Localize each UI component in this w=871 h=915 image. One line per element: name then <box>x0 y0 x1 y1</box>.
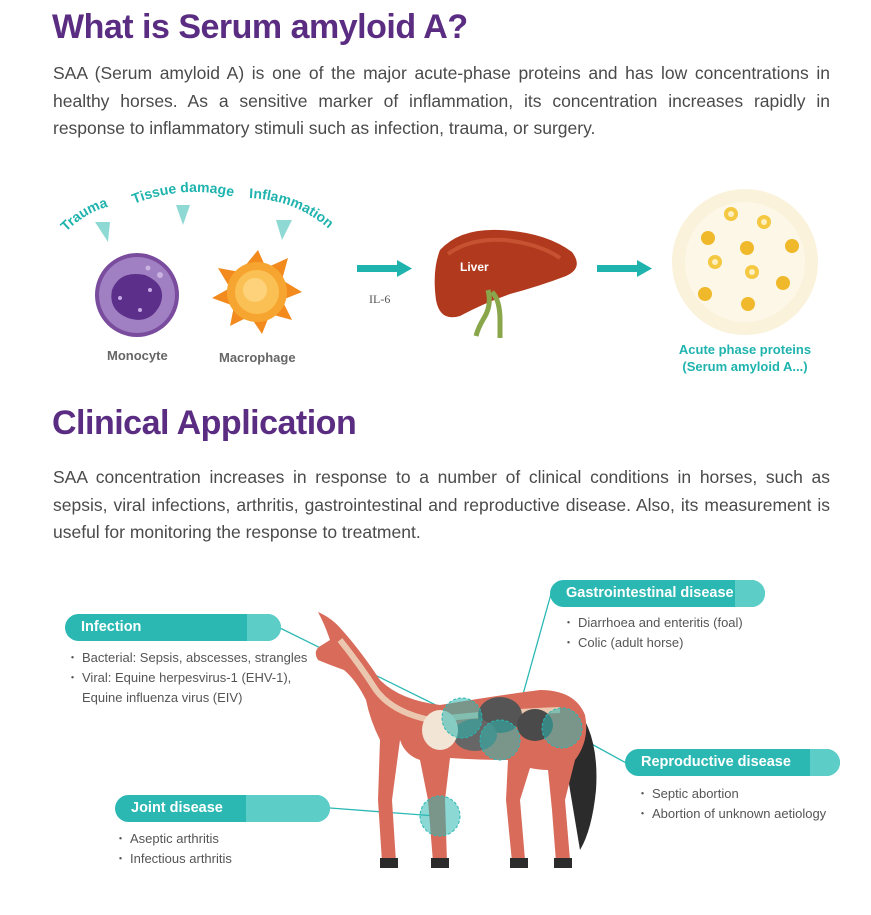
stimulus-pointer-3 <box>276 220 292 240</box>
reproductive-item: ・ Septic abortion <box>640 784 826 804</box>
monocyte-illustration <box>95 253 179 337</box>
joint-pill <box>115 795 330 822</box>
joint-list <box>118 829 232 869</box>
reproductive-list <box>640 784 826 824</box>
joint-title: Joint disease <box>131 800 223 816</box>
infection-item: ・ Viral: Equine herpesvirus-1 (EHV-1), <box>70 668 307 688</box>
section-title-what-is-saa: What is Serum amyloid A? <box>52 8 468 46</box>
infection-item: ・ Bacterial: Sepsis, abscesses, strangles <box>70 648 307 668</box>
reproductive-item: ・ Abortion of unknown aetiology <box>640 804 826 824</box>
section-title-clinical-application: Clinical Application <box>52 404 357 442</box>
stimulus-pointer-2 <box>176 205 190 225</box>
gastro-pill <box>550 580 765 607</box>
stimulus-inflammation: Inflammation <box>248 185 337 232</box>
saa-description: SAA (Serum amyloid A) is one of the major acute-phase proteins and has low concentrations in healthy horses. As a sensitive marker of inflammation, its concentration increases rapidly in response to inflammatory stimuli such as infection, trauma, or surgery. <box>53 63 830 138</box>
joint-item: ・ Aseptic arthritis <box>118 829 232 849</box>
reproductive-title: Reproductive disease <box>641 754 791 770</box>
liver-illustration <box>435 230 577 338</box>
liver-label: Liver <box>460 260 489 274</box>
acute-phase-proteins-illustration <box>672 189 818 335</box>
gastro-title: Gastrointestinal disease <box>566 585 734 601</box>
stimulus-trauma: Trauma <box>57 194 110 235</box>
acute-phase-label-2: (Serum amyloid A...) <box>682 359 808 374</box>
monocyte-label: Monocyte <box>107 348 168 363</box>
clinical-description: SAA concentration increases in response to a number of clinical conditions in horses, such as sepsis, viral infections, arthritis, gastrointestinal and reproductive disease. Also, its measurement is useful for monitoring the response to treatment. <box>53 467 830 542</box>
infection-pill <box>65 614 281 641</box>
arrow-to-liver <box>357 260 412 277</box>
stimulus-pointer-1 <box>95 222 110 242</box>
il6-label: IL-6 <box>369 292 391 306</box>
acute-phase-label-1: Acute phase proteins <box>678 342 812 357</box>
macrophage-label: Macrophage <box>219 350 296 365</box>
stimulus-tissue-damage: Tissue damage <box>129 178 237 207</box>
infection-item: Equine influenza virus (EIV) <box>82 690 243 705</box>
joint-item: ・ Infectious arthritis <box>118 849 232 869</box>
arrow-to-proteins <box>597 260 652 277</box>
gastro-item: ・ Diarrhoea and enteritis (foal) <box>566 613 743 633</box>
infection-title: Infection <box>81 619 142 635</box>
gastro-item: ・ Colic (adult horse) <box>566 633 743 653</box>
gastro-list <box>566 613 743 653</box>
stimuli-labels <box>0 0 871 400</box>
macrophage-illustration <box>212 250 302 334</box>
infection-list <box>70 648 307 708</box>
reproductive-pill <box>625 749 840 776</box>
